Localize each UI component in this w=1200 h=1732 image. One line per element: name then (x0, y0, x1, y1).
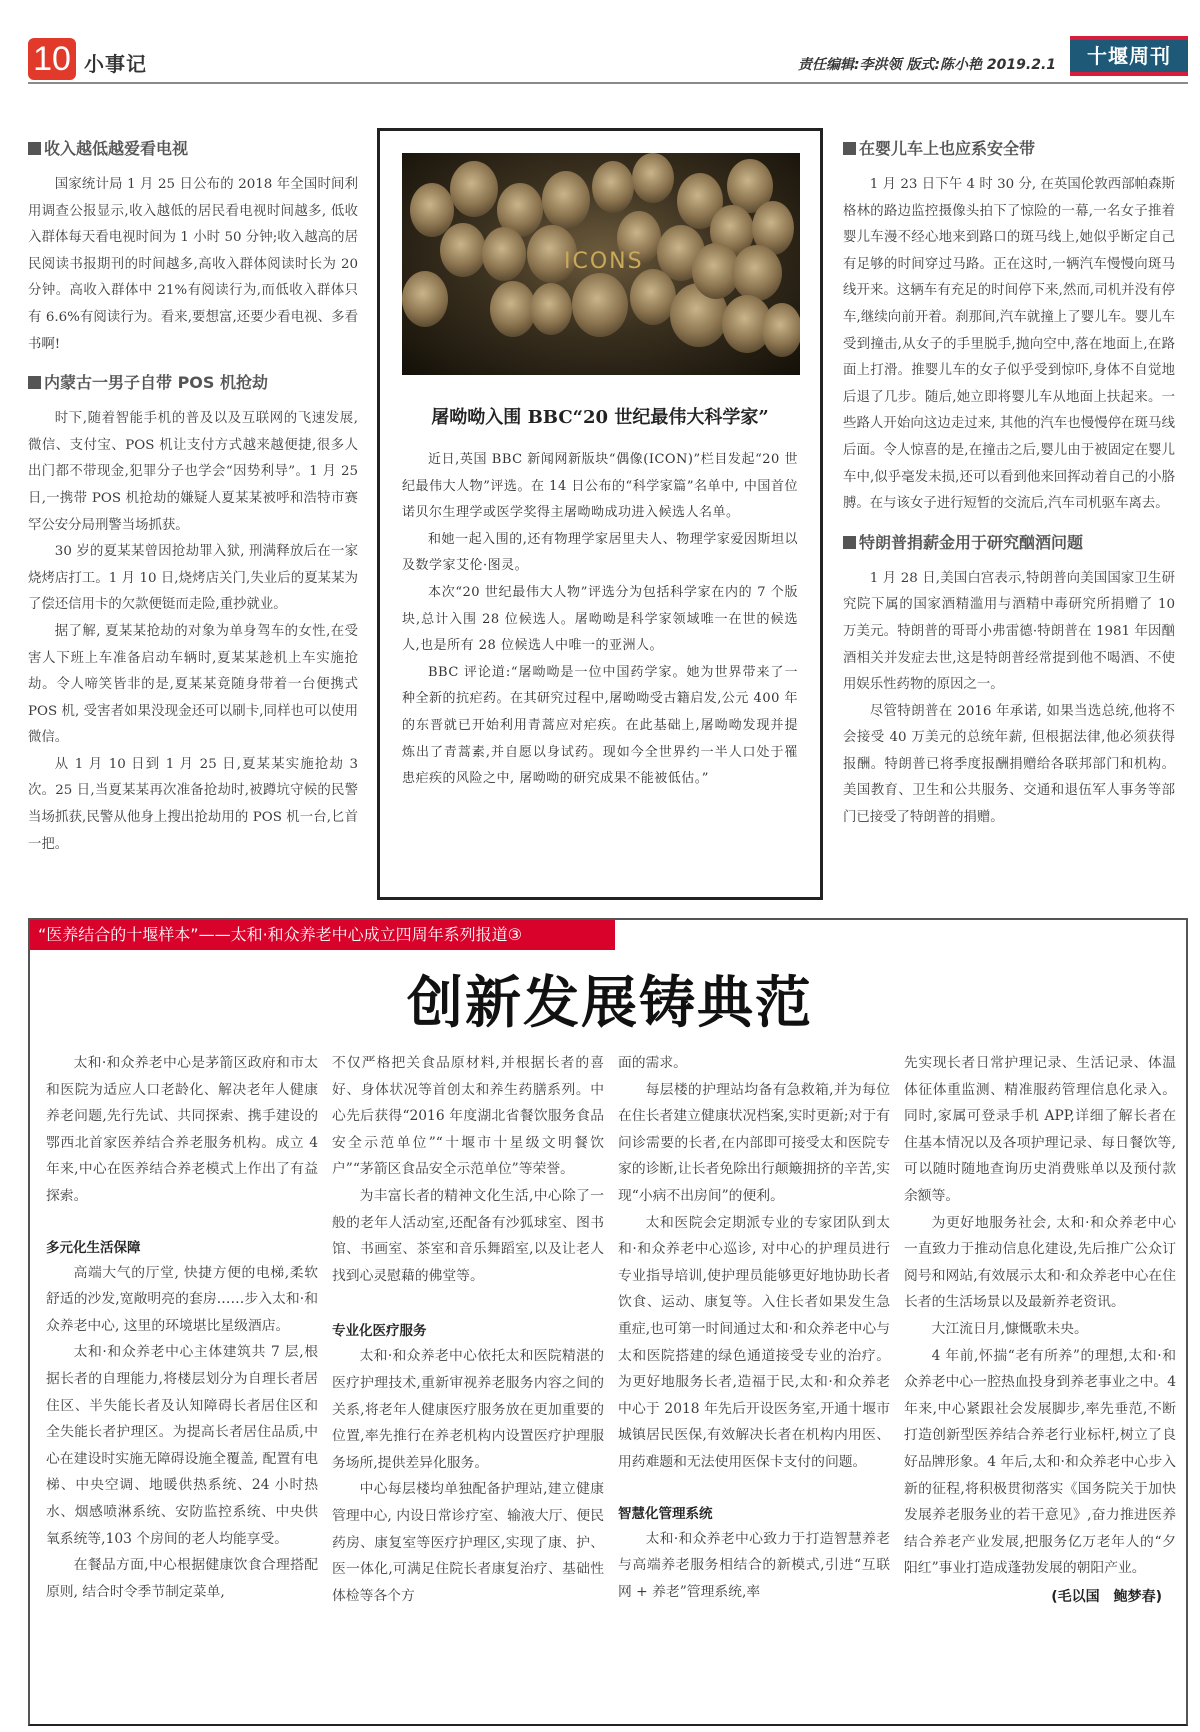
article-paragraph-continued: 先实现长者日常护理记录、生活记录、体温体征体重监测、精准服药管理信息化录入。同时,家属可登录手机 APP,详细了解长者在住基本情况以及各项护理记录、每日餐饮等,可以随时随地查询历史消费账单以及预付款余额等。 (904, 1055, 1176, 1204)
article-paragraph: 为丰富长者的精神文化生活,中心除了一般的老年人活动室,还配备有沙狐球室、图书馆、书画室、茶室和音乐舞蹈室,以及让老人找到心灵慰藉的佛堂等。 (332, 1187, 604, 1284)
square-bullet-icon (843, 142, 856, 155)
portrait (592, 161, 634, 213)
publication-logo: 十堰周刊 (1070, 36, 1188, 76)
article-paragraph: 太和·和众养老中心是茅箭区政府和市太和医院为适应人口老龄化、解决老年人健康养老问题,先行先试、共同探索、携手建设的鄂西北首家医养结合养老服务机构。成立 4 年来,中心在医养结合养老模式上作出了有益探索。 (46, 1055, 318, 1204)
article-paragraph: 本次“20 世纪最伟大人物”评选分为包括科学家在内的 7 个版块,总计入围 28 位候选人。屠呦呦是科学家领域唯一在世的候选人,也是所有 28 位候选人中唯一的亚洲人。 (402, 584, 798, 654)
article-paragraph: 太和·和众养老中心致力于打造智慧养老与高端养老服务相结合的新模式,引进“互联网 + 养老”管理系统,率 (618, 1530, 890, 1600)
article-paragraph: BBC 评论道:“屠呦呦是一位中国药学家。她为世界带来了一种全新的抗疟药。在其研究过程中,屠呦呦受古籍启发,公元 400 年的东晋就已开始利用青蒿应对疟疾。在此基础上,屠呦呦发现并提炼出了青蒿素,并自愿以身试药。现如今全世界约一半人口处于罹患疟疾的风险之中, 屠呦呦的研究成果不能被低估。” (402, 664, 798, 787)
subheading: 多元化生活保障 (46, 1239, 141, 1256)
left-column (28, 138, 358, 858)
page-number-badge: 10 (28, 38, 76, 80)
article-paragraph: 太和医院会定期派专业的专家团队到太和·和众养老中心巡诊, 对中心的护理员进行专业指导培训,使护理员能够更好地协助长者饮食、运动、康复等。入住长者如果发生急重症,也可第一时间通过太和·和众养老中心与太和医院搭建的绿色通道接受专业的治疗。为更好地服务长者,造福于民,太和·和众养老中心于 2018 年先后开设医务室,开通十堰市城镇居民医保,有效解决长者在机构内用医、用药难题和无法使用医保卡支付的问题。 (618, 1214, 890, 1470)
article-paragraph: 1 月 23 日下午 4 时 30 分, 在英国伦敦西部帕森斯格林的路边监控摄像头拍下了惊险的一幕,一名女子推着婴儿车漫不经心地来到路口的斑马线上,她似乎断定自己有足够的时间穿过马路。正在这时,一辆汽车慢慢向斑马线开来。这辆车有充足的时间停下来,然而,司机并没有停车,继续向前开着。刹那间,汽车就撞上了婴儿车。婴儿车受到撞击,从女子的手里脱手,抛向空中,落在地面上,在路面上打滑。推婴儿车的女子似乎受到惊吓,身体不自觉地后退了几步。随后,她立即将婴儿车从地面上扶起来。一些路人开始向这边走过来, 其他的汽车也慢慢停在斑马线后面。令人惊喜的是,在撞击之后,婴儿由于被固定在婴儿车中,似乎毫发未损,还可以看到他来回挥动着自己的小胳膊。在与该女子进行短暂的交流后,汽车司机驱车离去。 (843, 177, 1175, 512)
article-paragraph: 太和·和众养老中心依托太和医院精湛的医疗护理技术,重新审视养老服务内容之间的关系,将老年人健康医疗服务放在更加重要的位置,率先推行在养老机构内设置医疗护理服务场所,提供差异化服务。 (332, 1348, 604, 1471)
icons-logo-text: ICONS (564, 249, 644, 274)
article-paragraph: 尽管特朗普在 2016 年承诺, 如果当选总统,他将不会接受 40 万美元的总统年薪, 但根据法律,他必须获得报酬。特朗普已将季度报酬捐赠给各联邦部门和机构。美国教育、卫生和公共服务、交通和退伍军人事务等部门已接受了特朗普的捐赠。 (843, 703, 1175, 826)
right-column (843, 138, 1175, 832)
article-paragraph: 4 年前,怀揣“老有所养”的理想,太和·和众养老中心一腔热血投身到养老事业之中。4 年来,中心紧跟社会发展脚步,率先垂范,不断打造创新型医养结合养老行业标杆,树立了良好品牌形象。4 年后,太和·和众养老中心步入新的征程,将积极贯彻落实《国务院关于加快发展养老服务业的若干意见》,奋力推进医养结合养老产业发展,把服务亿万老年人的“夕阳红”事业打造成蓬勃发展的朝阳产业。 (904, 1347, 1176, 1577)
portrait (402, 271, 448, 327)
article-paragraph: 为更好地服务社会, 太和·和众养老中心一直致力于推动信息化建设,先后推广公众订阅号和网站,有效展示太和·和众养老中心在住长者的生活场景以及最新养老资讯。 (904, 1214, 1176, 1311)
portrait (572, 273, 628, 337)
headline-text: 特朗普捐薪金用于研究酗酒问题 (859, 532, 1084, 552)
portrait (632, 153, 674, 203)
article-paragraph-continued: 不仅严格把关食品原材料,并根据长者的喜好、身体状况等首创太和养生药膳系列。中心先后获得“2016 年度湖北省餐饮服务食品安全示范单位”“十堰市十星级文明餐饮户”“茅箭区食品安全示范单位”等荣誉。 (332, 1055, 604, 1178)
square-bullet-icon (28, 142, 41, 155)
headline-text: 在婴儿车上也应系安全带 (859, 139, 1036, 158)
feature-column-1 (46, 1050, 318, 1605)
masthead (28, 36, 1188, 84)
article-paragraph: 和她一起入围的,还有物理学家居里夫人、物理学家爱因斯坦以及数学家艾伦·图灵。 (402, 531, 798, 574)
feature-column-2 (332, 1050, 604, 1609)
article-paragraph: 每层楼的护理站均备有急救箱,并为每位在住长者建立健康状况档案,实时更新;对于有问诊需要的长者,在内部即可接受太和医院专家的诊断,让长者免除出行颠簸拥挤的辛苦,实现“小病不出房间”的便利。 (618, 1081, 890, 1204)
portrait (530, 283, 572, 335)
article-paragraph: 近日,英国 BBC 新闻网新版块“偶像(ICON)”栏目发起“20 世纪最伟大人物”评选。在 14 日公布的“科学家篇”名单中, 中国首位诺贝尔生理学或医学奖得主屠呦呦成功进入候选人名单。 (402, 452, 798, 521)
square-bullet-icon (843, 536, 856, 549)
series-label-bar: “医养结合的十堰样本”——太和·和众养老中心成立四周年系列报道③ (30, 920, 615, 950)
article-paragraph: 1 月 28 日,美国白宫表示,特朗普向美国国家卫生研究院下属的国家酒精滥用与酒精中毒研究所捐赠了 10 万美元。特朗普的哥哥小弗雷德·特朗普在 1981 年因酗酒相关并发症去世,这是特朗普经常提到他不喝酒、不使用娱乐性药物的原因之一。 (843, 570, 1175, 693)
square-bullet-icon (28, 376, 41, 389)
headline-text: 内蒙古一男子自带 POS 机抢劫 (44, 373, 268, 393)
feature-column-4 (904, 1050, 1176, 1610)
portrait (732, 245, 782, 301)
icons-collage-photo (402, 153, 800, 375)
article-paragraph-continued: 面的需求。 (618, 1055, 687, 1071)
portrait (450, 161, 498, 217)
featured-article-body (402, 447, 798, 793)
article-paragraph: 从 1 月 10 日到 1 月 25 日,夏某某实施抢劫 3 次。25 日,当夏某某再次准备抢劫时,被蹲坑守候的民警当场抓获,民警从他身上搜出抢劫用的 POS 机一台,匕首一把。 (28, 756, 358, 852)
featured-article-title: 屠呦呦入围 BBC“20 世纪最伟大科学家” (431, 407, 769, 428)
section-name: 小事记 (84, 52, 147, 76)
article-paragraph: 30 岁的夏某某曾因抢劫罪入狱, 刑满释放后在一家烧烤店打工。1 月 10 日,烧烤店关门,失业后的夏某某为了偿还信用卡的欠款便铤而走险,重抄就业。 (28, 544, 358, 613)
headline-text: 收入越低越爱看电视 (44, 139, 189, 158)
article-paragraph: 高端大气的厅堂, 快捷方便的电梯,柔软舒适的沙发,宽敞明亮的套房……步入太和·和众养老中心, 这里的环境堪比星级酒店。 (46, 1264, 318, 1334)
headline-tv-income (28, 138, 358, 160)
article-paragraph: 中心每层楼均单独配备护理站,建立健康管理中心, 内设日常诊疗室、输液大厅、便民药房、康复室等医疗护理区,实现了康、护、医一体化,可满足住院长者康复治疗、基础性体检等各个方 (332, 1481, 604, 1604)
featured-article-box (377, 128, 823, 900)
editor-credit-line: 责任编辑:李洪领 版式:陈小艳 2019.2.1 (797, 57, 1056, 73)
portrait (482, 227, 526, 281)
portrait (762, 303, 800, 357)
article-paragraph: 国家统计局 1 月 25 日公布的 2018 年全国时间利用调查公报显示,收入越低的居民看电视时间越多, 低收入群体每天看电视时间为 1 小时 50 分钟;收入越高的居民阅读书报期刊的时间越多,高收入群体阅读时长为 20 分钟。高收入群体中 21%有阅读行为,而低收入群体只有 6.6%有阅读行为。看来,要想富,还要少看电视、多看书啊! (28, 177, 358, 352)
article-paragraph: 太和·和众养老中心主体建筑共 7 层,根据长者的自理能力,将楼层划分为自理长者居住区、半失能长者及认知障碍长者居住区和全失能长者护理区。为提高长者居住品质,中心在建设时实施无障碍设施全覆盖, 配置有电梯、中央空调、地暖供热系统、24 小时热水、烟感喷淋系统、安防监控系统、中央供氧系统等,103 个房间的老人均能享受。 (46, 1344, 318, 1547)
portrait (542, 171, 590, 229)
portrait (440, 223, 486, 277)
article-paragraph: 时下,随着智能手机的普及以及互联网的飞速发展, 微信、支付宝、POS 机让支付方式越来越便捷,很多人出门都不带现金,犯罪分子也学会“因势利导”。1 月 25 日,一携带 POS 机抢劫的嫌疑人夏某某被呼和浩特市赛罕公安分局刑警当场抓获。 (28, 411, 358, 533)
subheading: 智慧化管理系统 (618, 1505, 713, 1522)
author-byline: (毛以国 鲍梦春) (1051, 1588, 1162, 1605)
article-paragraph: 据了解, 夏某某抢劫的对象为单身驾车的女性,在受害人下班上车准备启动车辆时,夏某某趁机上车实施抢劫。令人啼笑皆非的是,夏某某竟随身带着一台便携式 POS 机, 受害者如果没现金还可以刷卡,同样也可以使用微信。 (28, 623, 358, 746)
feature-column-3 (618, 1050, 890, 1605)
headline-stroller-seatbelt (843, 138, 1175, 160)
feature-article (28, 918, 1188, 1726)
headline-trump-donation (843, 532, 1175, 554)
feature-title: 创新发展铸典范 (407, 970, 813, 1036)
headline-pos-robbery (28, 372, 358, 394)
article-paragraph: 大江流日月,慷慨歌未央。 (931, 1320, 1088, 1337)
subheading: 专业化医疗服务 (332, 1323, 427, 1340)
article-paragraph: 在餐品方面,中心根据健康饮食合理搭配原则, 结合时令季节制定菜单, (46, 1557, 318, 1600)
